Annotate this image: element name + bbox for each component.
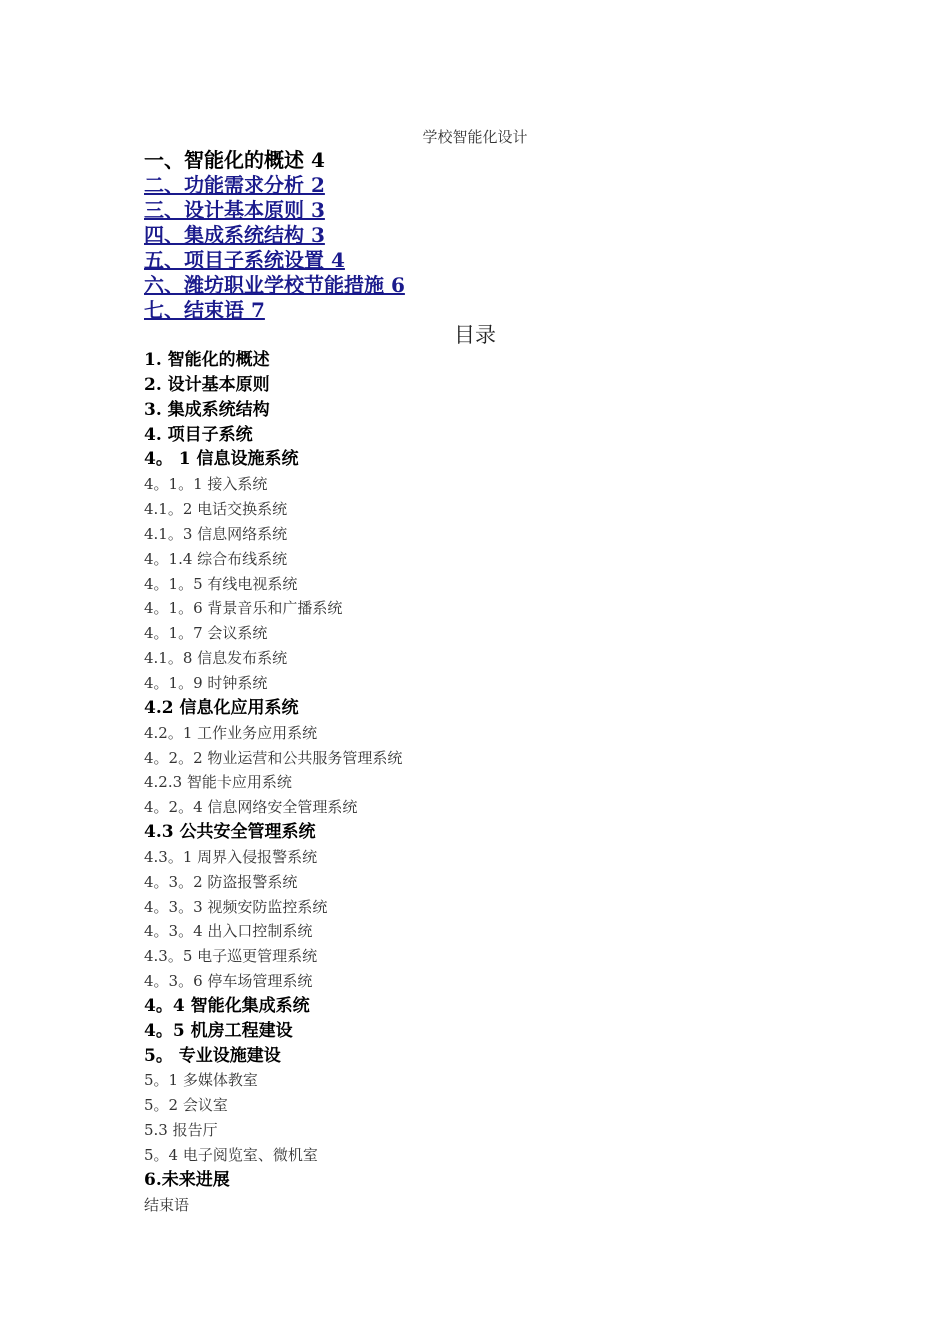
toc-section-heading: 4。4 智能化集成系统 — [144, 995, 310, 1016]
toc-section-heading: 2. 设计基本原则 — [144, 374, 270, 395]
toc-list — [144, 348, 402, 1218]
toc-subsection-item: 4。3。2 防盗报警系统 — [144, 872, 298, 891]
toc-subsection-item: 4。1。9 时钟系统 — [144, 673, 268, 692]
toc-summary — [144, 148, 405, 323]
toc-subsection-item: 4.1。3 信息网络系统 — [144, 524, 288, 543]
toc-subsection-item: 4.3。1 周界入侵报警系统 — [144, 847, 318, 866]
toc-subsection-item: 4。3。4 出入口控制系统 — [144, 922, 313, 941]
document-title: 学校智能化设计 — [422, 128, 528, 146]
toc-subsection-item: 4。3。6 停车场管理系统 — [144, 972, 313, 991]
toc-subsection-item: 5。4 电子阅览室、微机室 — [144, 1146, 318, 1164]
toc-subsection-item: 4。3。3 视频安防监控系统 — [144, 897, 328, 916]
toc-summary-link[interactable]: 三、设计基本原则 3 — [144, 198, 325, 222]
toc-section-heading: 5。 专业设施建设 — [144, 1045, 281, 1066]
toc-section-heading: 1. 智能化的概述 — [144, 350, 270, 370]
toc-summary-link[interactable]: 六、潍坊职业学校节能措施 6 — [144, 273, 405, 297]
toc-section-heading: 4.2 信息化应用系统 — [144, 697, 299, 718]
toc-subsection-item: 4。2。2 物业运营和公共服务管理系统 — [144, 748, 403, 767]
toc-section-heading: 6.未来进展 — [144, 1169, 230, 1190]
toc-section-heading: 4.3 公共安全管理系统 — [144, 822, 316, 843]
toc-summary-link[interactable]: 五、项目子系统设置 4 — [144, 248, 345, 272]
toc-section-heading: 3. 集成系统结构 — [144, 399, 270, 420]
toc-subsection-item: 4.2.3 智能卡应用系统 — [144, 773, 292, 792]
toc-section-heading: 4。 1 信息设施系统 — [144, 449, 299, 470]
toc-subsection-item: 4。1.4 综合布线系统 — [144, 549, 288, 568]
toc-summary-link[interactable]: 二、功能需求分析 2 — [144, 173, 325, 197]
toc-subsection-item: 4。1。6 背景音乐和广播系统 — [144, 599, 343, 618]
toc-subsection-item: 结束语 — [144, 1195, 190, 1214]
toc-subsection-item: 4。1。1 接入系统 — [144, 475, 268, 494]
toc-summary-item: 一、智能化的概述 4 — [144, 148, 325, 172]
toc-section-heading: 4。5 机房工程建设 — [144, 1020, 293, 1041]
toc-subsection-item: 4.1。8 信息发布系统 — [144, 649, 288, 668]
toc-subsection-item: 4。1。5 有线电视系统 — [144, 574, 298, 593]
toc-subsection-item: 4。2。4 信息网络安全管理系统 — [144, 798, 358, 817]
toc-subsection-item: 5。2 会议室 — [144, 1096, 228, 1115]
toc-section-heading: 4. 项目子系统 — [144, 424, 253, 445]
toc-summary-link[interactable]: 七、结束语 7 — [144, 298, 265, 322]
toc-subsection-item: 5.3 报告厅 — [144, 1121, 218, 1140]
toc-summary-link[interactable]: 四、集成系统结构 3 — [144, 223, 325, 247]
toc-subsection-item: 4.1。2 电话交换系统 — [144, 500, 288, 519]
toc-subsection-item: 5。1 多媒体教室 — [144, 1071, 258, 1090]
toc-subsection-item: 4.2。1 工作业务应用系统 — [144, 723, 318, 742]
toc-subsection-item: 4.3。5 电子巡更管理系统 — [144, 947, 318, 966]
toc-heading: 目录 — [454, 323, 496, 347]
toc-subsection-item: 4。1。7 会议系统 — [144, 624, 268, 643]
